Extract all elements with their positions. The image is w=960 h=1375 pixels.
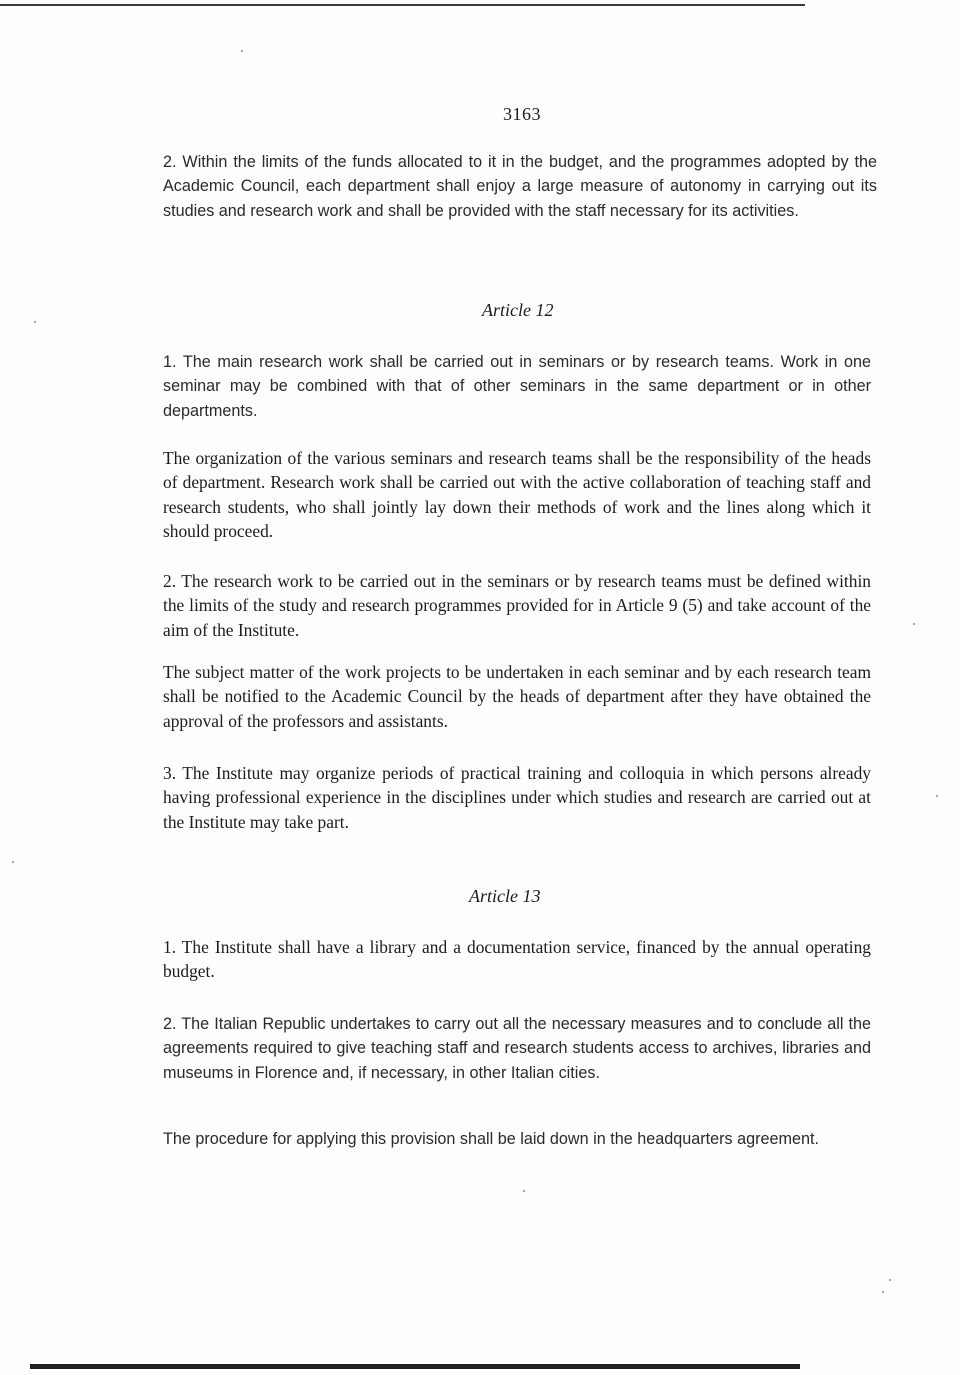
paragraph-art12-subject-matter: The subject matter of the work projects to be undertaken in each seminar and by each research team shall be notified to the Academic Council by the heads of department after they have obtained the approval of the professors and assistants. <box>163 662 871 731</box>
top-border-line <box>0 4 805 6</box>
scan-speck <box>241 50 243 52</box>
bottom-border-line <box>30 1364 800 1369</box>
scan-speck <box>913 623 915 625</box>
paragraph-art13-library: 1. The Institute shall have a library and a documentation service, financed by the annual operating budget. <box>163 937 871 982</box>
paragraph-art12-practical-training: 3. The Institute may organize periods of practical training and colloquia in which persons already having professional experience in the disciplines under which studies and research are carried out at the Institute may take part. <box>163 763 871 832</box>
scan-speck <box>889 1279 891 1281</box>
paragraph-art13-procedure: The procedure for applying this provision shall be laid down in the headquarters agreement. <box>163 1130 819 1148</box>
scan-speck <box>34 321 36 323</box>
paragraph-art13-italian-republic: 2. The Italian Republic undertakes to carry out all the necessary measures and to conclude all the agreements required to give teaching staff and research students access to archives, libraries and museums in Florence and, if necessary, in other Italian cities. <box>163 1015 871 1082</box>
page-number: 3163 <box>503 104 541 124</box>
scan-speck <box>523 1190 525 1192</box>
paragraph-budget-autonomy: 2. Within the limits of the funds allocated to it in the budget, and the programmes adopted by the Academic Council, each department shall enjoy a large measure of autonomy in carrying out its studies and research work and shall be provided with the staff necessary for its activities. <box>163 153 877 220</box>
scan-speck <box>12 861 14 863</box>
article-13-heading: Article 13 <box>469 886 541 906</box>
paragraph-art12-seminars: 1. The main research work shall be carried out in seminars or by research teams. Work in one seminar may be combined with that of other seminars in the same department or in other departments. <box>163 353 871 420</box>
article-12-heading: Article 12 <box>482 300 554 320</box>
paragraph-art12-organization: The organization of the various seminars and research teams shall be the responsibility of the heads of department. Research work shall be carried out with the active collaboration of teaching staff and research students, who shall jointly lay down their methods of work and the lines along which it should proceed. <box>163 448 871 541</box>
scan-speck <box>936 795 938 797</box>
scan-speck <box>882 1291 884 1293</box>
paragraph-art12-research-definition: 2. The research work to be carried out in the seminars or by research teams must be defined within the limits of the study and research programmes provided for in Article 9 (5) and take account of the aim of the Institute. <box>163 571 871 640</box>
